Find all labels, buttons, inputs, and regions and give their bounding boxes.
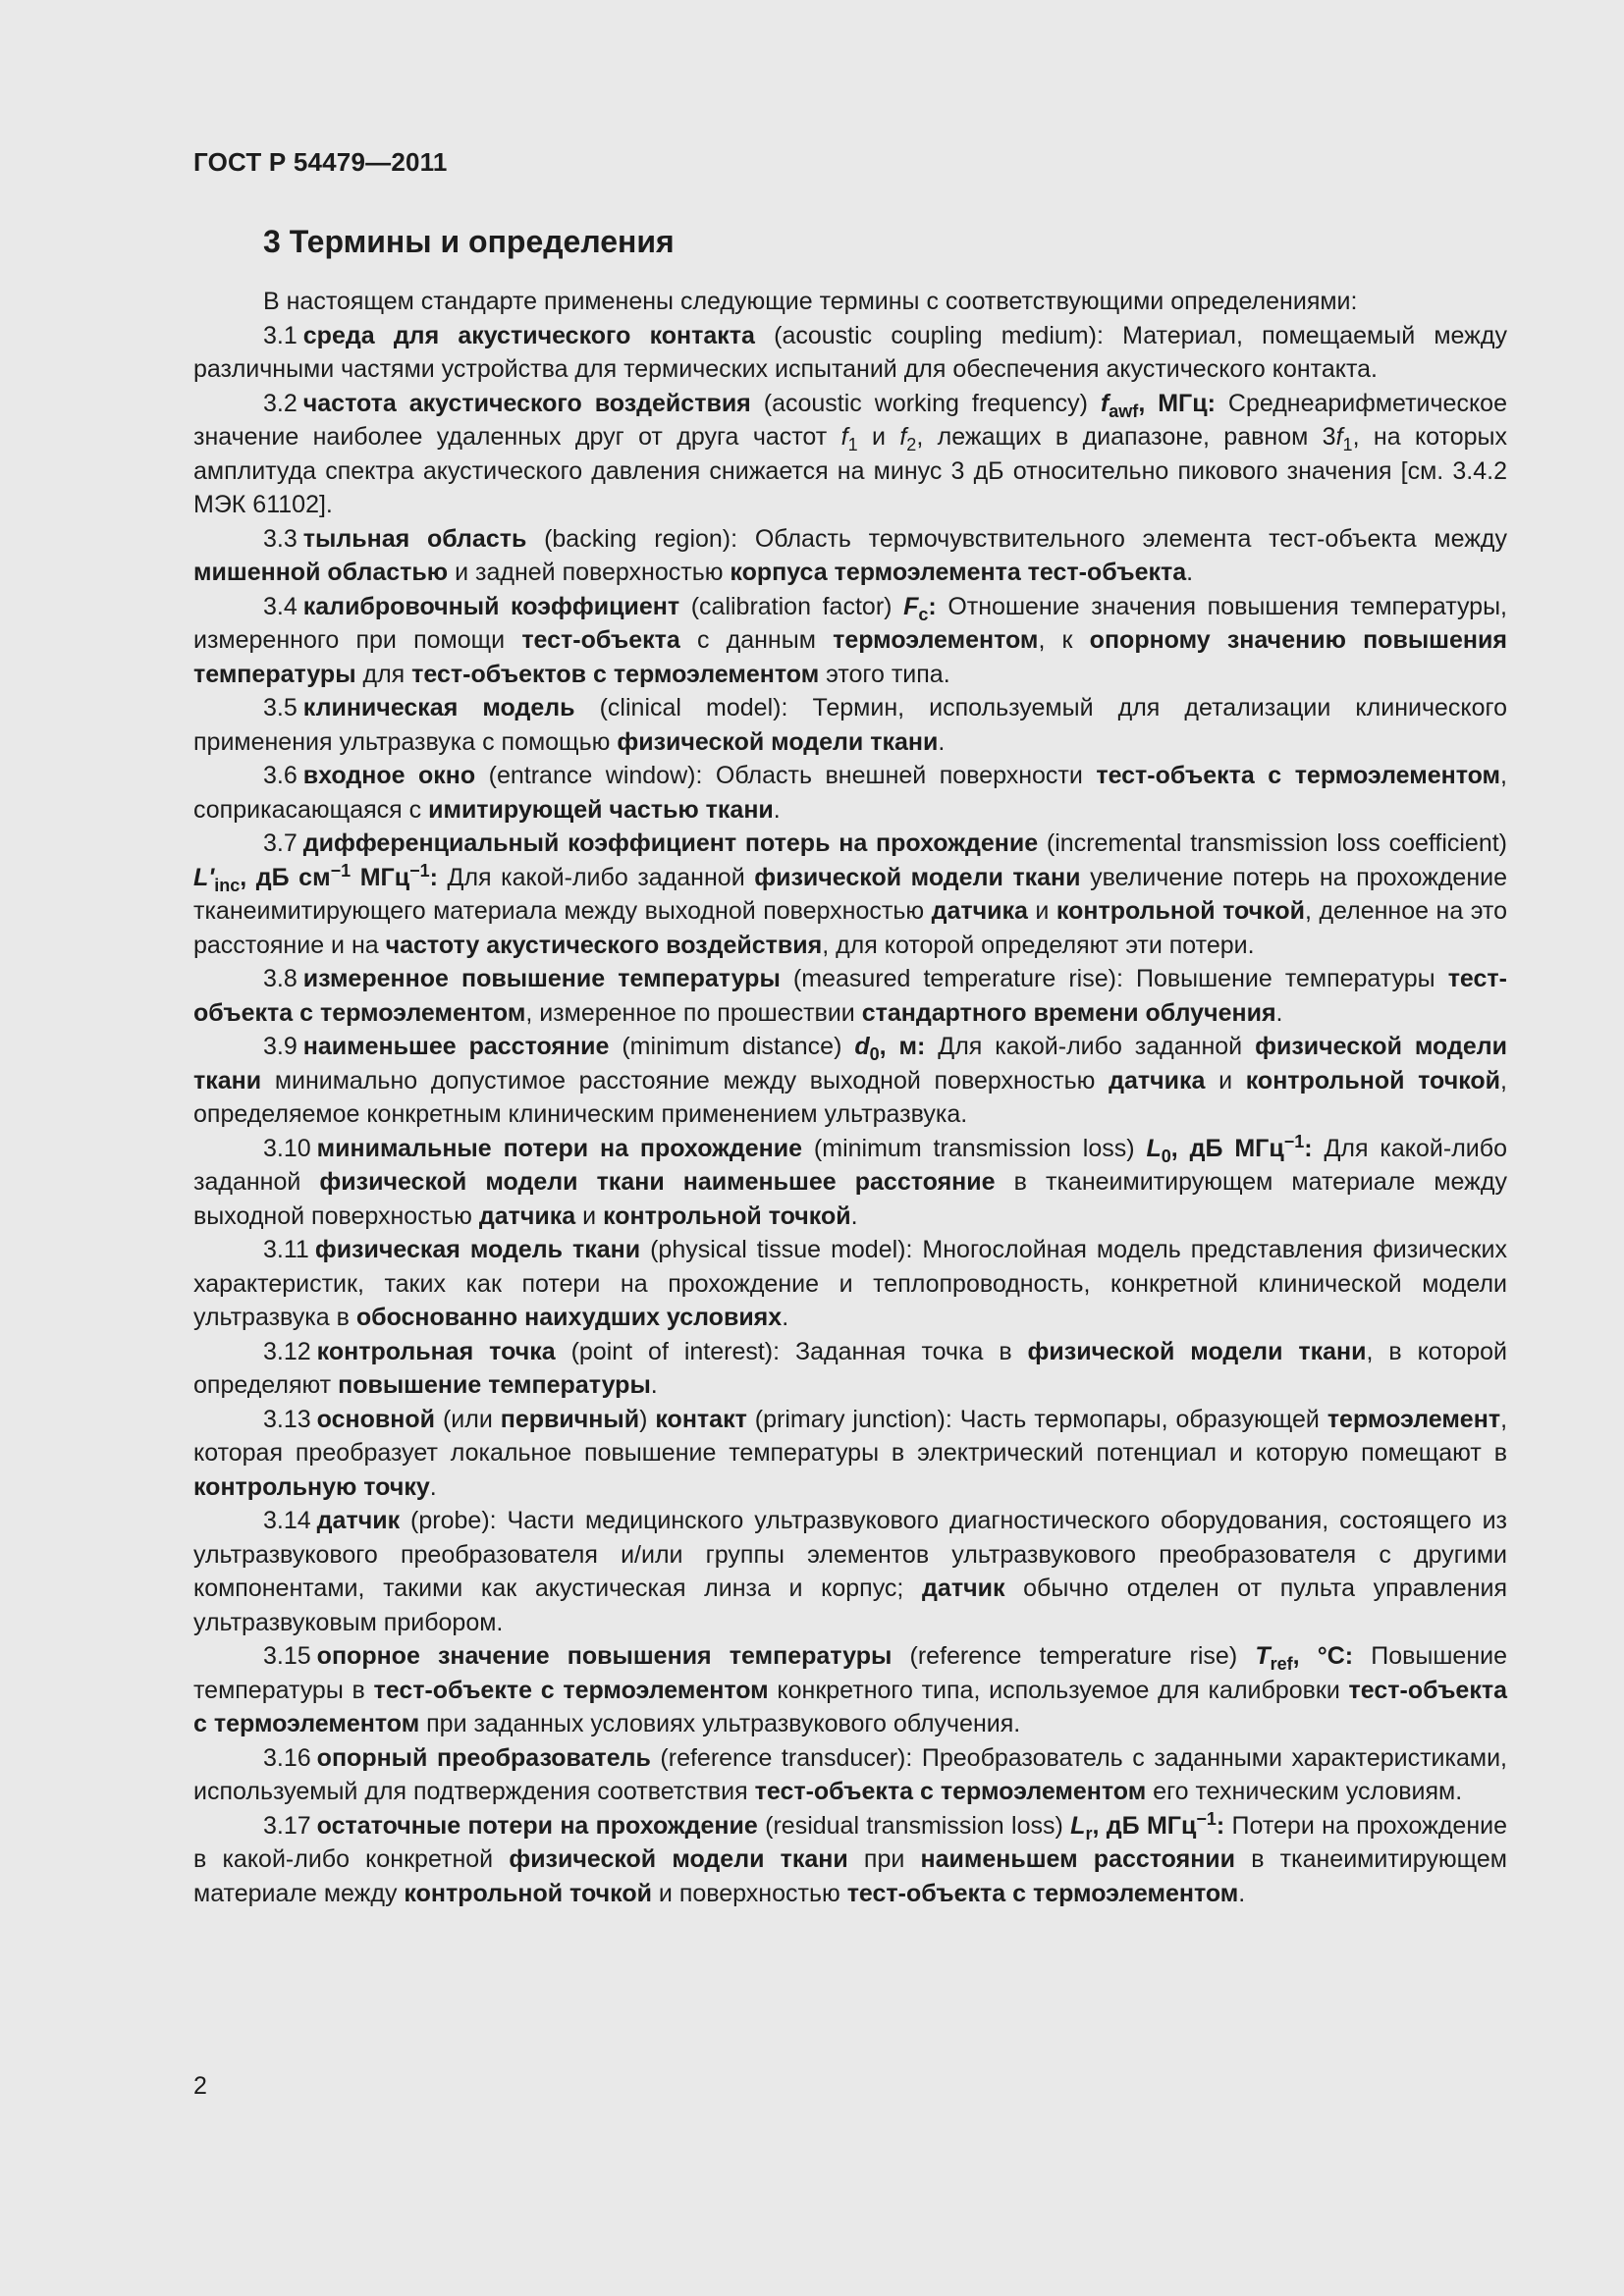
term-text-bold: f: [1100, 389, 1110, 417]
term-definition: [193, 387, 1507, 522]
term-number: 3.14: [263, 1507, 311, 1534]
term-definition: [193, 1335, 1507, 1403]
term-number: 3.5: [263, 694, 298, 721]
term-number: 3.3: [263, 524, 298, 553]
term-text: .: [650, 1371, 658, 1399]
term-text: и: [575, 1201, 604, 1230]
terms-body: [193, 285, 1507, 1910]
term-text: (primary junction): Часть термопары, образующей: [746, 1405, 1327, 1433]
term-number: 3.7: [263, 829, 298, 857]
term-text: f: [899, 423, 907, 451]
term-text-bold: контрольной точкой: [603, 1201, 851, 1230]
term-text: (point of interest): Заданная точка в: [555, 1337, 1028, 1365]
term-text-bold: −1: [1283, 1131, 1305, 1151]
term-text: этого типа.: [819, 660, 950, 688]
term-text-bold: 0: [869, 1043, 880, 1064]
term-text: , которая преобразует локальное повышение температуры в электрический потенциал и которую помещают в: [193, 1405, 1508, 1467]
term-definition: [193, 691, 1507, 759]
term-text-bold: −1: [330, 860, 352, 881]
term-text-bold: наименьшее расстояние: [302, 1033, 610, 1060]
term-text: (incremental transmission loss coefficient): [1038, 829, 1508, 857]
term-text-bold: стандартного времени облучения: [861, 998, 1276, 1027]
term-text-bold: :: [429, 863, 438, 891]
term-text: при: [847, 1845, 921, 1873]
term-text-bold: тест-объекта с термоэлементом: [846, 1879, 1239, 1907]
term-definition: [193, 1403, 1507, 1505]
term-text: .: [782, 1304, 789, 1331]
term-text-bold: −1: [1196, 1808, 1217, 1829]
term-text-bold: физической модели ткани: [754, 863, 1081, 891]
term-definition: [193, 1233, 1507, 1335]
term-text-bold: c: [918, 604, 929, 624]
term-text: .: [773, 795, 781, 824]
term-definition: [193, 319, 1507, 387]
term-text: (acoustic coupling medium): Материал, помещаемый между различными частями устройства для термических испытаний для обеспечения акустического контакта.: [193, 321, 1507, 383]
term-text-bold: тест-объекта с термоэлементом: [193, 965, 1507, 1027]
term-text: Для какой-либо заданной: [925, 1033, 1256, 1060]
term-text: Среднеарифметическое значение наиболее удаленных друг от друга частот: [193, 389, 1507, 451]
term-text-bold: дифференциальный коэффициент потерь на прохождение: [302, 829, 1039, 857]
term-definition: [193, 1741, 1507, 1809]
term-text-bold: контрольной точкой: [1056, 897, 1305, 925]
term-text: , деленное на это расстояние и на: [193, 897, 1507, 959]
term-text-bold: inc: [214, 875, 241, 895]
term-definition: [193, 522, 1507, 590]
term-text: 2: [906, 434, 917, 454]
term-definition: [193, 1504, 1507, 1639]
term-text-bold: L: [1070, 1811, 1086, 1840]
term-text-bold: тест-объекта: [521, 626, 680, 654]
term-text-bold: обоснованно наихудших условиях: [355, 1304, 783, 1331]
term-text-bold: опорному значению повышения температуры: [193, 626, 1507, 688]
term-text-bold: датчика: [1109, 1066, 1206, 1095]
term-text-bold: физической модели ткани наименьшее расстояние: [319, 1168, 996, 1196]
term-text: .: [1186, 559, 1194, 586]
term-number: 3.10: [263, 1134, 311, 1162]
term-definition: [193, 1132, 1507, 1234]
term-text: в тканеимитирующем материале между: [193, 1845, 1507, 1907]
term-text: Отношение значения повышения температуры, измеренного при помощи: [193, 592, 1507, 654]
term-text-bold: физическая модель ткани: [314, 1236, 641, 1263]
term-number: 3.2: [263, 389, 298, 417]
term-text: .: [1275, 998, 1283, 1027]
term-text-bold: контрольной точкой: [1245, 1066, 1501, 1095]
term-text: (physical tissue model): Многослойная модель представления физических характеристик, таких как потери на прохождение и теплопроводность, конкретной клинической модели ультразвука в: [193, 1236, 1507, 1331]
term-text: при заданных условиях ультразвукового облучения.: [419, 1710, 1021, 1737]
term-definition: [193, 1809, 1507, 1911]
term-number: 3.13: [263, 1405, 311, 1433]
term-text-bold: тест-объекта с термоэлементом: [1096, 762, 1501, 789]
term-text: .: [938, 727, 946, 756]
term-text-bold: физической модели ткани: [509, 1845, 848, 1873]
term-text-bold: корпуса термоэлемента тест-объекта: [730, 559, 1187, 586]
term-number: 3.12: [263, 1337, 311, 1365]
term-text-bold: d: [854, 1033, 870, 1060]
term-text: f: [1335, 423, 1343, 451]
term-text-bold: калибровочный коэффициент: [302, 592, 680, 620]
term-definition: [193, 827, 1507, 962]
term-text-bold: термоэлемент: [1326, 1405, 1501, 1433]
term-text-bold: L': [193, 863, 215, 891]
term-text-bold: датчик: [316, 1507, 401, 1534]
term-text: (calibration factor): [679, 592, 904, 620]
term-text: Потери на прохождение в какой-либо конкретной: [193, 1811, 1508, 1873]
term-text: (probe): Части медицинского ультразвукового диагностического оборудования, состоящего из ультразвукового преобразователя и/или группы элементов ультразвукового преобразователя с другими компонентами, такими как акустическая линза и корпус;: [193, 1507, 1507, 1602]
term-text-bold: L: [1146, 1134, 1162, 1162]
term-number: 3.6: [263, 762, 298, 789]
term-text-bold: МГц: [351, 863, 410, 891]
term-text-bold: измеренное повышение температуры: [302, 965, 781, 992]
term-text: , определяемое конкретным клиническим применением ультразвука.: [193, 1066, 1507, 1128]
term-text: и: [857, 423, 900, 451]
term-text-bold: тест-объекта с термоэлементом: [754, 1778, 1147, 1805]
term-text-bold: , дБ МГц: [1092, 1811, 1197, 1840]
term-text-bold: тыльная область: [302, 524, 527, 553]
term-definition: [193, 962, 1507, 1030]
standard-designation: ГОСТ Р 54479—2011: [193, 147, 448, 177]
term-text: (minimum transmission loss): [802, 1134, 1147, 1162]
term-text-bold: контрольную точку: [193, 1472, 430, 1501]
term-text-bold: , °С:: [1292, 1642, 1354, 1670]
term-text-bold: первичный: [500, 1405, 640, 1433]
term-definition: [193, 590, 1507, 692]
term-text: минимально допустимое расстояние между выходной поверхностью: [261, 1066, 1110, 1095]
term-definition: [193, 1639, 1507, 1741]
term-text: , в которой определяют: [193, 1337, 1507, 1399]
term-text: Повышение температуры в: [193, 1642, 1508, 1704]
term-text-bold: датчика: [478, 1201, 576, 1230]
term-text-bold: ref: [1270, 1653, 1293, 1674]
term-text-bold: повышение температуры: [338, 1371, 651, 1399]
term-text: (acoustic working frequency): [750, 389, 1101, 417]
term-text-bold: :: [928, 592, 937, 620]
term-text-bold: :: [1304, 1134, 1313, 1162]
term-text: (reference temperature rise): [892, 1642, 1256, 1670]
term-number: 3.16: [263, 1743, 311, 1772]
term-number: 3.11: [263, 1236, 309, 1263]
section-title: 3 Термины и определения: [263, 224, 675, 259]
term-definition: [193, 759, 1507, 827]
term-text: для: [355, 660, 412, 688]
term-text-bold: физической модели ткани: [193, 1033, 1507, 1095]
term-text: , для которой определяют эти потери.: [822, 931, 1255, 959]
term-text: , измеренное по прошествии: [525, 998, 862, 1027]
term-text-bold: r: [1085, 1823, 1093, 1843]
term-text-bold: F: [903, 592, 919, 620]
intro-paragraph: В настоящем стандарте применены следующие термины с соответствующими определениями:: [263, 288, 1358, 315]
term-text: Для какой-либо заданной: [437, 863, 755, 891]
term-number: 3.8: [263, 965, 298, 992]
term-text: 1: [847, 434, 858, 454]
term-text-bold: термоэлементом: [833, 626, 1039, 654]
term-text: увеличение потерь на прохождение тканеимитирующего материала между выходной поверхностью: [193, 863, 1507, 925]
term-text: ): [639, 1405, 656, 1433]
term-text-bold: наименьшем расстоянии: [920, 1845, 1236, 1873]
term-text: (entrance window): Область внешней поверхности: [475, 762, 1097, 789]
term-text: 1: [1342, 434, 1353, 454]
term-number: 3.9: [263, 1033, 298, 1060]
term-text: , соприкасающаяся с: [193, 762, 1507, 824]
term-number: 3.17: [263, 1811, 311, 1840]
term-text-bold: контрольной точкой: [404, 1879, 652, 1907]
term-text: (minimum distance): [609, 1033, 855, 1060]
term-text-bold: физической модели ткани: [617, 727, 939, 756]
term-text-bold: тест-объекте с термоэлементом: [373, 1676, 769, 1704]
term-text-bold: основной: [316, 1405, 435, 1433]
term-text-bold: , дБ см: [240, 863, 331, 891]
term-text-bold: T: [1255, 1642, 1271, 1670]
term-text: с данным: [679, 626, 834, 654]
term-text-bold: частота акустического воздействия: [302, 389, 751, 417]
term-number: 3.1: [263, 321, 298, 349]
term-text: конкретного типа, используемое для калибровки: [768, 1676, 1349, 1704]
term-text: (backing region): Область термочувствительного элемента тест-объекта между: [526, 524, 1508, 553]
term-text-bold: тест-объектов с термоэлементом: [411, 660, 820, 688]
page-number: 2: [193, 2072, 207, 2100]
term-number: 3.15: [263, 1642, 311, 1670]
term-text-bold: , МГц:: [1138, 389, 1216, 417]
term-number: 3.4: [263, 592, 298, 620]
term-definition: [193, 1030, 1507, 1132]
term-text: , на которых амплитуда спектра акустического давления снижается на минус 3 дБ относительно пикового значения [см. 3.4.2 МЭК 61102].: [193, 423, 1508, 518]
term-text-bold: awf: [1109, 400, 1139, 421]
term-text-bold: минимальные потери на прохождение: [316, 1134, 803, 1162]
term-text: .: [1238, 1879, 1246, 1907]
term-text-bold: −1: [409, 860, 430, 881]
term-text-bold: частоту акустического воздействия: [385, 931, 823, 959]
term-text: .: [850, 1201, 858, 1230]
term-text: (clinical model): Термин, используемый для детализации клинического применения ультразвука с помощью: [193, 694, 1507, 756]
term-text-bold: , дБ МГц: [1170, 1134, 1284, 1162]
term-text-bold: 0: [1161, 1146, 1171, 1166]
term-text: его техническим условиям.: [1146, 1778, 1463, 1805]
term-text-bold: опорное значение повышения температуры: [316, 1642, 893, 1670]
term-text: и задней поверхностью: [448, 559, 731, 586]
term-text-bold: контакт: [655, 1405, 747, 1433]
term-text: Для какой-либо заданной: [193, 1134, 1507, 1196]
term-text-bold: среда для акустического контакта: [302, 321, 755, 349]
term-text: (reference transducer): Преобразователь с заданными характеристиками, используемый для подтверждения соответствия: [193, 1743, 1507, 1805]
term-text-bold: имитирующей частью ткани: [428, 795, 774, 824]
term-text-bold: тест-объекта с термоэлементом: [193, 1676, 1507, 1737]
term-text: (residual transmission loss): [757, 1811, 1071, 1840]
term-text: и: [1205, 1066, 1246, 1095]
term-text: (или: [435, 1405, 501, 1433]
term-text-bold: физической модели ткани: [1027, 1337, 1367, 1365]
term-text: обычно отделен от пульта управления ультразвуковым прибором.: [193, 1575, 1508, 1636]
term-text-bold: контрольная точка: [316, 1337, 556, 1365]
term-text-bold: опорный преобразователь: [316, 1743, 651, 1772]
term-text-bold: , м:: [879, 1033, 926, 1060]
term-text: , к: [1038, 626, 1090, 654]
term-text: , лежащих в диапазоне, равном 3: [916, 423, 1336, 451]
term-text-bold: датчика: [931, 897, 1028, 925]
term-text-bold: клиническая модель: [302, 694, 575, 721]
term-text: .: [429, 1472, 437, 1501]
term-text-bold: остаточные потери на прохождение: [316, 1811, 758, 1840]
term-text: и поверхностью: [651, 1879, 847, 1907]
term-text: (measured temperature rise): Повышение температуры: [780, 965, 1448, 992]
term-text-bold: датчик: [922, 1575, 1005, 1602]
term-text-bold: мишенной областью: [193, 559, 449, 586]
term-text: f: [840, 423, 848, 451]
term-text: и: [1027, 897, 1056, 925]
term-text-bold: :: [1216, 1811, 1225, 1840]
term-text-bold: входное окно: [302, 762, 476, 789]
term-text: в тканеимитирующем материале между выходной поверхностью: [193, 1168, 1507, 1230]
